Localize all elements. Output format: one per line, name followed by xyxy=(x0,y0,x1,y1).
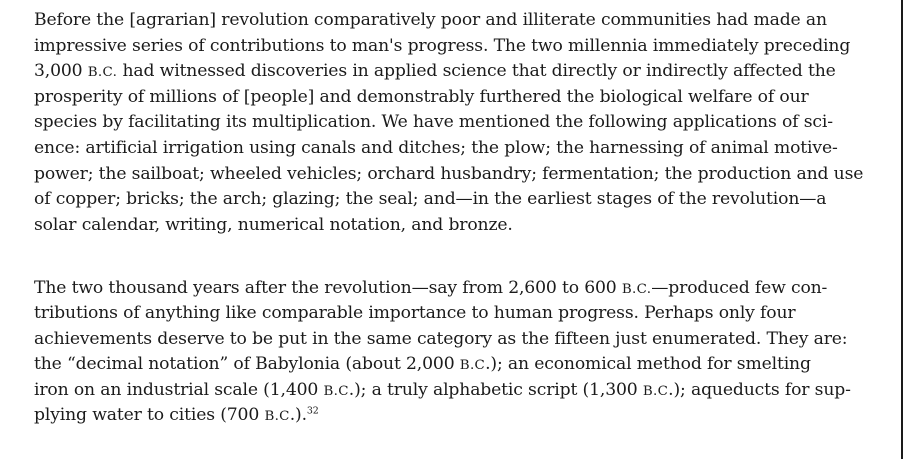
era-abbreviation: B.C xyxy=(459,358,486,374)
era-abbreviation: B.C xyxy=(642,383,669,399)
text-line xyxy=(34,403,851,428)
text-line xyxy=(34,110,863,136)
text-run: .). xyxy=(289,404,307,425)
text-line xyxy=(34,301,851,326)
era-abbreviation: B.C. xyxy=(87,65,118,81)
paragraph-2 xyxy=(34,276,851,428)
text-run: species by facilitating its multiplication. We have mentioned the following applications of sci- xyxy=(34,112,833,133)
text-run: had witnessed discoveries in applied science that directly or indirectly affected the xyxy=(117,61,836,82)
text-run: achievements deserve to be put in the same category as the fifteen just enumerated. They are: xyxy=(34,328,848,349)
text-run: plying water to cities (700 xyxy=(34,404,265,425)
text-run: .); aqueducts for sup- xyxy=(668,379,851,400)
text-line xyxy=(34,85,863,111)
era-abbreviation: B.C xyxy=(264,408,290,424)
text-run: prosperity of millions of [people] and demonstrably furthered the biological welfare of our xyxy=(34,86,809,107)
text-run: —produced few con- xyxy=(651,278,828,298)
text-run: .); an economical method for smelting xyxy=(485,354,811,375)
text-run: iron on an industrial scale (1,400 xyxy=(34,379,324,400)
text-run: 3,000 xyxy=(34,61,88,82)
footnote-marker: 32 xyxy=(306,405,319,417)
text-line xyxy=(34,34,863,60)
text-line xyxy=(34,327,851,352)
text-run: Before the [agrarian] revolution comparatively poor and illiterate communities had made an xyxy=(34,10,827,30)
text-line xyxy=(34,162,863,188)
text-run: .); a truly alphabetic script (1,300 xyxy=(348,379,643,400)
text-line xyxy=(34,136,863,162)
text-run: of copper; bricks; the arch; glazing; the seal; and—in the earliest stages of the revolution—a xyxy=(34,189,827,210)
era-abbreviation: B.C. xyxy=(621,282,652,297)
text-run: ence: artificial irrigation using canals and ditches; the plow; the harnessing of animal motive- xyxy=(34,137,838,158)
text-run: impressive series of contributions to man's progress. The two millennia immediately preceding xyxy=(34,35,851,56)
text-run: tributions of anything like comparable importance to human progress. Perhaps only four xyxy=(34,303,796,324)
text-line xyxy=(34,378,851,403)
era-abbreviation: B.C xyxy=(323,383,349,399)
text-line xyxy=(34,187,863,213)
text-line xyxy=(34,352,851,377)
text-line xyxy=(34,213,863,239)
text-line xyxy=(34,59,863,85)
text-line xyxy=(34,276,851,301)
text-run: solar calendar, writing, numerical notation, and bronze. xyxy=(34,214,513,235)
text-run: The two thousand years after the revolution—say from 2,600 to 600 xyxy=(34,278,622,298)
text-run: power; the sailboat; wheeled vehicles; orchard husbandry; fermentation; the production and use xyxy=(34,163,864,184)
text-line xyxy=(34,8,863,34)
text-run: the “decimal notation” of Babylonia (about 2,000 xyxy=(34,354,460,375)
paragraph-1 xyxy=(34,8,863,238)
